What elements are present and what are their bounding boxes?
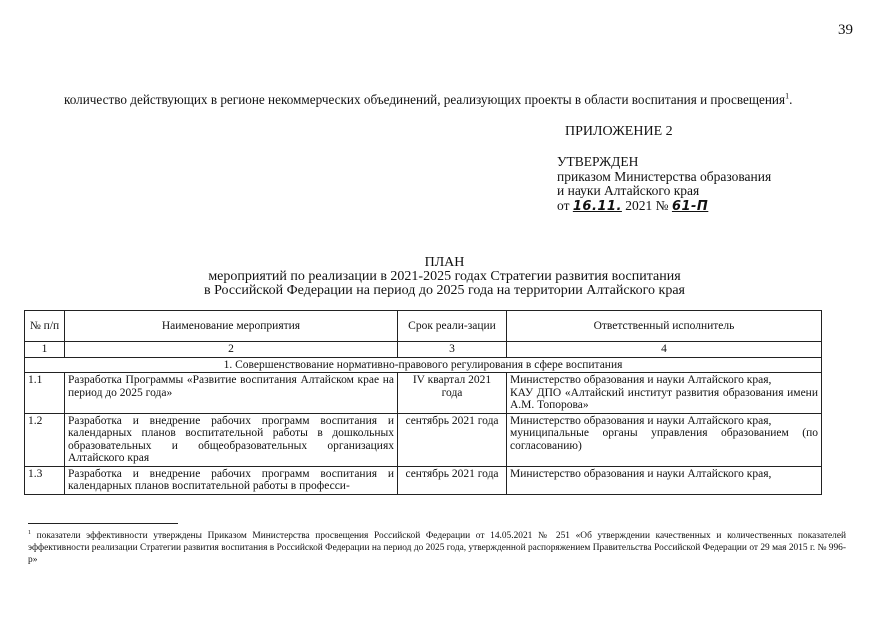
row-num: 1.1	[25, 373, 65, 414]
row-term: сентябрь 2021 года	[398, 466, 507, 494]
plan-table	[24, 310, 822, 495]
approved-title: УТВЕРЖДЕН	[557, 154, 639, 169]
row-name: Разработка и внедрение рабочих программ воспитания и календарных планов воспитательной работы в професси-	[65, 466, 398, 494]
intro-text: количество действующих в регионе некоммерческих объединений, реализующих проекты в области воспитания и просвещения	[64, 92, 786, 107]
table-row	[25, 373, 822, 414]
executor-2: муниципальные органы управления образованием (по согласованию)	[510, 427, 818, 452]
approved-line-2: и науки Алтайского края	[557, 183, 700, 198]
row-name: Разработка и внедрение рабочих программ воспитания и календарных планов воспитательной работы в дошкольных образовательных и общеобразовательных организациях Алтайского края	[65, 413, 398, 466]
row-term: сентябрь 2021 года	[398, 413, 507, 466]
row-term: IV квартал 2021 года	[398, 373, 507, 414]
plan-title: ПЛАН	[424, 255, 465, 270]
footnote-mark: 1	[785, 91, 790, 101]
col-number-1: 1	[25, 342, 65, 358]
intro-end: .	[789, 92, 793, 107]
col-number-4: 4	[507, 342, 822, 358]
table-row	[25, 466, 822, 494]
executor-1: Министерство образования и науки Алтайского края,	[510, 467, 772, 480]
plan-subtitle-2: в Российской Федерации на период до 2025 года на территории Алтайского края	[204, 283, 685, 298]
header-num: № п/п	[25, 311, 65, 342]
row-executor	[507, 373, 822, 414]
approval-block	[557, 155, 771, 214]
footnote-divider	[28, 523, 178, 524]
plan-heading	[0, 256, 889, 298]
table-header-row	[25, 311, 822, 342]
date-year: 2021 №	[625, 197, 669, 213]
footnote	[28, 530, 846, 566]
row-executor	[507, 466, 822, 494]
handwritten-date: 16.11.	[572, 198, 622, 214]
approved-date-line	[557, 199, 771, 215]
handwritten-number: 61-П	[671, 198, 709, 214]
executor-2: КАУ ДПО «Алтайский институт развития образования имени А.М. Топорова»	[510, 386, 818, 411]
col-number-2: 2	[65, 342, 398, 358]
page-number: 39	[838, 22, 853, 38]
row-executor	[507, 413, 822, 466]
intro-paragraph	[28, 90, 851, 110]
executor-1: Министерство образования и науки Алтайского края,	[510, 374, 772, 386]
header-term: Срок реали-зации	[398, 311, 507, 342]
date-prefix: от	[557, 197, 570, 213]
row-num: 1.2	[25, 413, 65, 466]
executor-1: Министерство образования и науки Алтайского края,	[510, 414, 772, 427]
table-row	[25, 413, 822, 466]
row-num: 1.3	[25, 466, 65, 494]
footnote-text: показатели эффективности утверждены Приказом Министерства просвещения Российской Федерации от 14.05.2021 № 251 «Об утверждении качественных и количественных показателей эффективности реализации Стратегии развития воспитания в Российской Федерации на период до 2025 года, утвержденной распоряжением Правительства Российской Федерации от 29 мая 2015 г. № 996-р»	[28, 531, 847, 565]
approved-line-1: приказом Министерства образования	[557, 168, 772, 184]
header-name: Наименование мероприятия	[65, 311, 398, 342]
plan-subtitle-1: мероприятий по реализации в 2021-2025 годах Стратегии развития воспитания	[208, 269, 681, 284]
row-name: Разработка Программы «Развитие воспитания Алтайском крае на период до 2025 года»	[65, 373, 398, 414]
column-number-row	[25, 342, 822, 358]
appendix-label: ПРИЛОЖЕНИЕ 2	[565, 124, 673, 139]
section-title: 1. Совершенствование нормативно-правового регулирования в сфере воспитания	[25, 357, 822, 373]
section-row	[25, 357, 822, 373]
col-number-3: 3	[398, 342, 507, 358]
header-executor: Ответственный исполнитель	[507, 311, 822, 342]
footnote-mark-bottom: 1	[28, 529, 31, 536]
